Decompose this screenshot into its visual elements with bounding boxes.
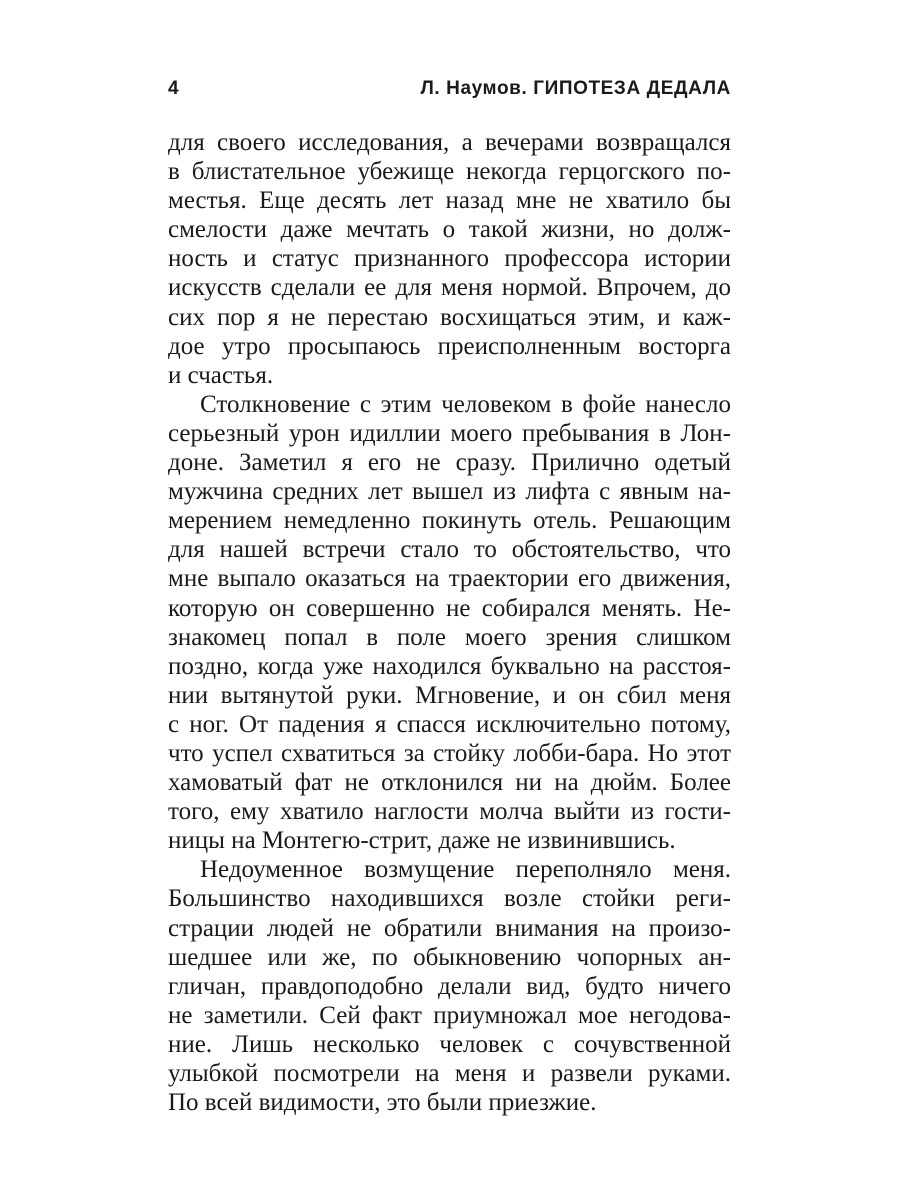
text-line: ницы на Монтегю-стрит, даже не извинившись. <box>168 827 676 855</box>
text-line: Недоуменное возмущение переполняло меня. <box>200 856 731 884</box>
paragraph-3 <box>168 855 731 1117</box>
text-line: и счастья. <box>168 361 274 389</box>
text-line: ность и статус признанного профессора истории <box>168 245 731 273</box>
text-line: которую он совершенно не собирался менять. Не- <box>168 594 731 622</box>
paragraph-1 <box>168 128 731 390</box>
text-line: с ног. От падения я спасся исключительно потому, <box>168 710 731 738</box>
text-line: серьезный урон идиллии моего пребывания в Лон- <box>168 419 731 447</box>
text-line: нии вытянутой руки. Мгновение, и он сбил меня <box>168 681 731 709</box>
text-line: смелости даже мечтать о такой жизни, но долж- <box>168 216 731 244</box>
text-line: Большинство находившихся возле стойки реги- <box>168 885 731 913</box>
running-head-title: Л. Наумов. ГИПОТЕЗА ДЕДАЛА <box>420 78 731 99</box>
text-line: сих пор я не перестаю восхищаться этим, и каж- <box>168 303 731 331</box>
paragraph-2 <box>168 390 731 856</box>
text-line: того, ему хватило наглости молча выйти из гости- <box>168 798 731 826</box>
text-line: для нашей встречи стало то обстоятельство, что <box>168 536 731 564</box>
text-line: ние. Лишь несколько человек с сочувственной <box>168 1030 731 1058</box>
text-line: мне выпало оказаться на траектории его движения, <box>168 565 731 593</box>
text-line: Столкновение с этим человеком в фойе нанесло <box>200 390 731 418</box>
text-line: гличан, правдоподобно делали вид, будто ничего <box>168 972 731 1000</box>
text-line: улыбкой посмотрели на меня и развели руками. <box>168 1060 731 1087</box>
text-line: мужчина средних лет вышел из лифта с явным на- <box>168 478 731 506</box>
running-head <box>168 74 731 104</box>
page-number: 4 <box>168 78 180 99</box>
text-line: искусств сделали ее для меня нормой. Впрочем, до <box>168 274 731 302</box>
text-line: дое утро просыпаюсь преисполненным восторга <box>168 332 731 360</box>
text-line: мерением немедленно покинуть отель. Решающим <box>168 507 731 535</box>
text-line: шедшее или же, по обыкновению чопорных ан- <box>168 943 731 971</box>
text-line: в блистательное убежище некогда герцогского по- <box>168 158 731 186</box>
text-line: страции людей не обратили внимания на произо- <box>168 914 731 942</box>
body-text <box>168 128 731 1117</box>
text-line: местья. Еще десять лет назад мне не хватило бы <box>168 187 731 215</box>
text-line: для своего исследования, а вечерами возвращался <box>168 129 731 156</box>
text-line: не заметили. Сей факт приумножал мое негодова- <box>168 1001 731 1029</box>
text-line: хамоватый фат не отклонился ни на дюйм. Более <box>168 769 731 797</box>
text-line: поздно, когда уже находился буквально на расстоя- <box>168 652 731 680</box>
text-line: По всей видимости, это были приезжие. <box>168 1089 597 1117</box>
text-line: знакомец попал в поле моего зрения слишком <box>168 623 731 651</box>
text-line: доне. Заметил я его не сразу. Прилично одетый <box>168 449 731 477</box>
text-line: что успел схватиться за стойку лобби-бара. Но этот <box>168 739 731 767</box>
